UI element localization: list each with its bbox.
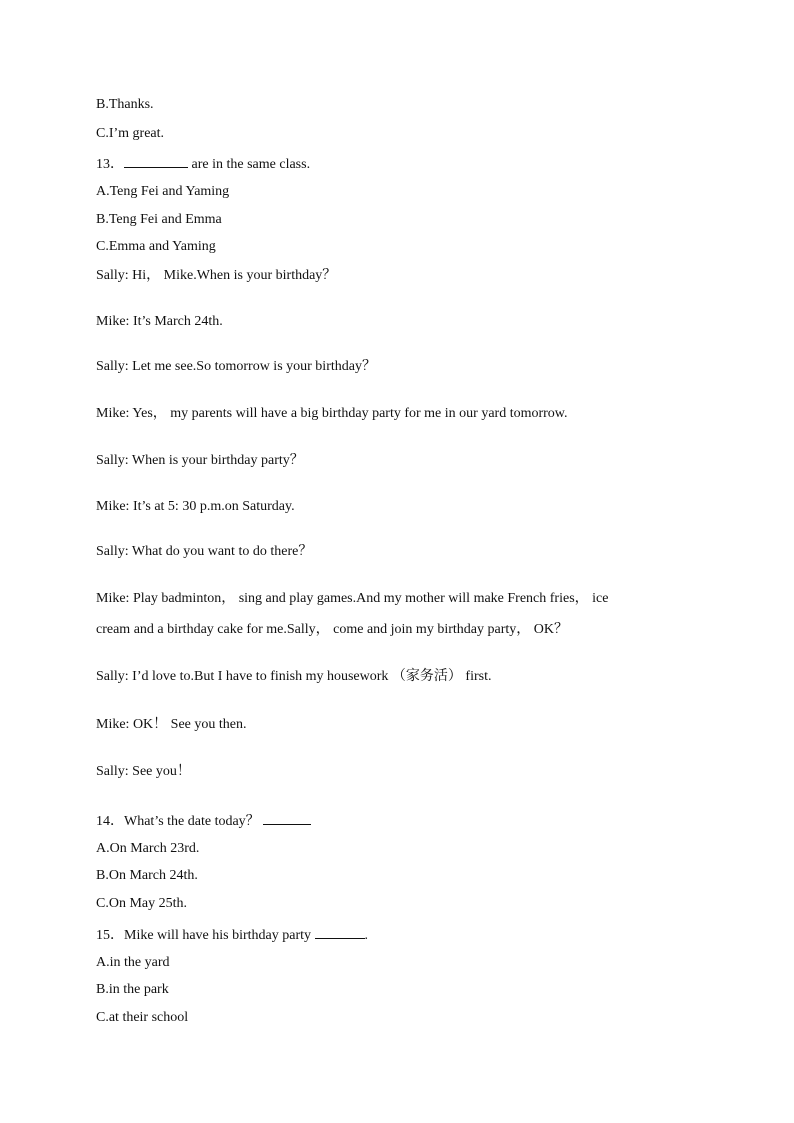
q12-option-c: C.I’m great. — [96, 126, 165, 141]
q15-end: . — [364, 928, 369, 943]
dialogue-line: Sally: Hi， Mike.When is your birthday？ — [96, 268, 337, 283]
dialogue-line: Mike: OK！ See you then. — [96, 717, 247, 732]
answer-blank — [263, 810, 311, 825]
dialogue-line: cream and a birthday cake for me.Sally， come and join my birthday party， OK？ — [96, 622, 568, 637]
dialogue-line: Sally: What do you want to do there？ — [96, 544, 313, 559]
q15-option-a: A.in the yard — [96, 955, 170, 970]
dialogue-line: Mike: It’s at 5: 30 p.m.on Saturday. — [96, 499, 295, 514]
q15-option-c: C.at their school — [96, 1010, 189, 1025]
q13-text: are in the same class. — [191, 157, 311, 172]
q13-option-b: B.Teng Fei and Emma — [96, 212, 222, 227]
dialogue-line: Mike: It’s March 24th. — [96, 314, 223, 329]
dialogue-line: Sally: I’d love to.But I have to finish my housework （家务活） first. — [96, 669, 492, 684]
q14-text: 14．What’s the date today？ — [96, 814, 260, 829]
q14-option-b: B.On March 24th. — [96, 868, 198, 883]
dialogue-line: Sally: When is your birthday party？ — [96, 453, 304, 468]
q15-option-b: B.in the park — [96, 982, 169, 997]
answer-blank — [124, 153, 188, 168]
dialogue-line: Mike: Play badminton， sing and play games.And my mother will make French fries， ice — [96, 591, 609, 606]
q14-option-c: C.On May 25th. — [96, 896, 187, 911]
q13-option-a: A.Teng Fei and Yaming — [96, 184, 230, 199]
q15-question — [96, 924, 368, 945]
dialogue-line: Mike: Yes， my parents will have a big birthday party for me in our yard tomorrow. — [96, 406, 568, 421]
dialogue-line: Sally: Let me see.So tomorrow is your birthday？ — [96, 359, 376, 374]
q14-question — [96, 810, 311, 831]
q14-option-a: A.On March 23rd. — [96, 841, 200, 856]
q13-question — [96, 153, 310, 174]
q13-option-c: C.Emma and Yaming — [96, 239, 216, 254]
q12-option-b: B.Thanks. — [96, 97, 154, 112]
dialogue-line: Sally: See you！ — [96, 764, 191, 779]
q13-number: 13． — [96, 157, 124, 172]
answer-blank — [315, 924, 365, 939]
q15-text: 15．Mike will have his birthday party — [96, 928, 312, 943]
